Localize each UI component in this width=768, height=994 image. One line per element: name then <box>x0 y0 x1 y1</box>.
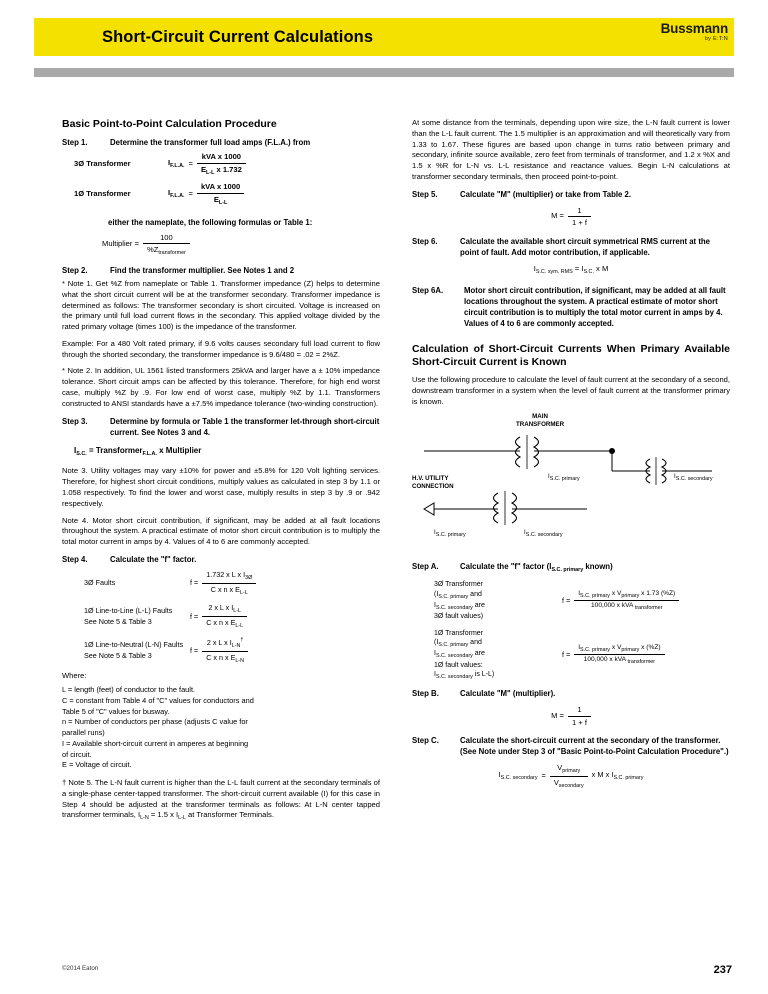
left-heading: Basic Point-to-Point Calculation Procedure <box>62 118 277 130</box>
f-row-ll-sub: See Note 5 & Table 3 <box>84 616 152 626</box>
note-5-sub1: L-N <box>140 815 149 822</box>
f-ll-num-sub: L-L <box>233 608 242 615</box>
formula-3ph-den: E <box>200 164 207 174</box>
formula-1ph-den-sub: L-L <box>218 199 228 206</box>
f-factor-3ph-known <box>412 580 730 621</box>
step-1-number: Step 1. <box>62 138 88 148</box>
ffb-line5 <box>434 670 562 681</box>
fla-subscript: F.L.A. <box>170 162 185 169</box>
note-4: Note 4. Motor short circuit contribution, if significant, may be added at all fault locations throughout the system. A practical estimate of motor short circuit contribution is to multiply the total motor current in amps by 4. Values of 4 to 6 are commonly accepted. <box>62 515 380 547</box>
where-item-C2: Table 5 of "C" values for busway. <box>62 706 170 716</box>
f-row-ln-label: 1Ø Line-to-Neutral (L-N) Faults <box>84 640 184 650</box>
formula-3ph-fla: 3Ø Transformer $I_{F.L.A.}$ = $\frac{\text{kVA x 1000}}{E_{L-L} x 1.732}$ <box>62 152 380 176</box>
ffb-num-b: x V <box>610 643 622 651</box>
step-5 <box>412 189 730 200</box>
f-row-ll: 1Ø Line-to-Line (L-L) Faults See Note 5 & Table 3 f = $\frac{2 x L x I_{L-L}}{C x n x E_{L-L}}$ <box>62 603 380 630</box>
ffa-num-b-sub: primary <box>621 592 640 599</box>
where-item-C: C = constant from Table 4 of "C" values for conductors and <box>62 695 254 705</box>
ffb-den-a-sub: transformer <box>627 659 656 666</box>
step6-rest: = I <box>572 263 584 273</box>
formula-1ph-fla: 1Ø Transformer $I_{F.L.A.}$ = $\frac{\text{kVA x 1000}}{E_{L-L}}$ <box>62 182 380 206</box>
step-5-number: Step 5. <box>412 189 438 199</box>
copyright-notice: ©2014 Eaton <box>62 965 99 972</box>
stepc-tail-sub: S.C. primary <box>613 775 644 782</box>
f-row-ln-sub: See Note 5 & Table 3 <box>84 650 152 660</box>
ffa-den-a: 100,000 x kVA <box>591 602 635 610</box>
ffb-line2 <box>434 638 562 649</box>
isc-primary-sub-1: S.C. primary <box>549 476 580 483</box>
brand-subtitle: by E:T:N <box>704 35 728 42</box>
ffb-l3a-sub: S.C. secondary <box>435 653 473 660</box>
ffa-line1: 3Ø Transformer <box>434 581 484 589</box>
ffb-l3a: I <box>434 650 436 658</box>
step-6a-text: Motor short circuit contribution, if significant, may be added at all fault locations throughout the system. A practical estimate of motor short circuit contribution is to multiply the total motor current in amps by 4. Values of 4 to 6 are commonly accepted. <box>464 285 726 328</box>
f-ln-num-sub: L-N <box>231 642 241 649</box>
multiplier-den: %Z <box>146 245 159 255</box>
step-a-pre: Calculate the "f" factor (I <box>460 562 552 572</box>
diagram-label-isc-secondary-1 <box>674 473 713 482</box>
fla-symbol-2: I <box>168 188 171 198</box>
stepc-tail: x M x I <box>591 770 614 780</box>
formula-3ph-label: 3Ø Transformer <box>74 158 131 168</box>
where-item-I2: of circuit. <box>62 749 92 759</box>
ffa-line2 <box>434 590 562 601</box>
ffa-line4: 3Ø fault values) <box>434 613 484 621</box>
isc-secondary-sym-2: I <box>524 529 526 537</box>
formula-3ph-numerator: kVA x 1000 <box>197 152 246 163</box>
step-2-text: Find the transformer multiplier. See Notes 1 and 2 <box>110 265 295 275</box>
page-header <box>34 18 734 56</box>
step-6a <box>412 285 730 329</box>
isc-primary-sym-1: I <box>548 473 550 481</box>
ffb-den-a: 100,000 x kVA <box>583 656 628 664</box>
f-factor-1ph-label <box>412 629 562 682</box>
ffb-l2b: and <box>468 638 482 646</box>
ffb-num-c: x (%Z) <box>639 643 661 651</box>
left-column <box>62 118 380 829</box>
f-3ph-num: 1.732 x L x I <box>206 569 246 579</box>
note-5-mid: = 1.5 x I <box>148 810 179 820</box>
step-6a-number: Step 6A. <box>412 285 444 295</box>
step-b-formula <box>412 705 730 727</box>
ffa-line3 <box>434 601 562 612</box>
f-row-3ph-label: 3Ø Faults <box>84 578 116 588</box>
stepb-m-label: M = <box>551 710 564 720</box>
system-one-line-diagram <box>412 413 730 555</box>
multiplier-formula <box>102 233 380 257</box>
page-number: 237 <box>713 964 732 976</box>
f-ln-num-sup: † <box>240 636 244 643</box>
isc-subscript: S.C. <box>76 450 87 457</box>
step-4 <box>62 554 380 565</box>
right-intro-2: Use the following procedure to calculate the level of fault current at the secondary of a second, downstream transformer in a system when the level of fault current at the transformer primary is known. <box>412 375 730 406</box>
formula-1ph-numerator: kVA x 1000 <box>197 182 244 193</box>
ffb-l5a-sub: S.C. secondary <box>435 674 473 680</box>
ffa-eq: f = <box>562 595 571 605</box>
fla-symbol: I <box>168 157 171 167</box>
step-6 <box>412 236 730 258</box>
diagram-label-isc-primary-1 <box>548 473 580 482</box>
f-row-ln: 1Ø Line-to-Neutral (L-N) Faults See Note 5 & Table 3 f = $\frac{2 x L x I_{L-N}^\dagger}{C x n x E_{L-N}}$ <box>62 637 380 665</box>
ffb-num-b-sub: primary <box>621 646 640 653</box>
note-5-post: at Transformer Terminals. <box>185 810 274 820</box>
ffa-num-b: x V <box>610 589 622 597</box>
f-ln-den-sub: L-N <box>235 657 245 664</box>
main-transformer-line2: TRANSFORMER <box>516 420 565 428</box>
either-nameplate-line: either the nameplate, the following formulas or Table 1: <box>108 217 313 227</box>
stepc-lhs-sub: S.C. secondary <box>500 775 538 782</box>
ffb-l5b: is L-L) <box>472 671 495 678</box>
fla-subscript-2: F.L.A. <box>170 193 185 200</box>
right-column <box>412 118 730 798</box>
multiplier-den-sub: transformer <box>158 250 186 257</box>
stepc-den-sub: secondary <box>558 783 584 790</box>
m-numerator: 1 <box>568 206 591 217</box>
step-3-number: Step 3. <box>62 416 88 426</box>
where-item-L: L = length (feet) of conductor to the fault. <box>62 685 196 695</box>
step6-subscript: S.C. sym. RMS <box>535 268 573 275</box>
right-heading: Calculation of Short-Circuit Currents When Primary Available Short-Circuit Current is Known <box>412 342 730 369</box>
isc-rest: = Transformer <box>86 445 143 455</box>
note-5-sub2: L-L <box>178 815 186 822</box>
f-row-3ph: 3Ø Faults f = $\frac{1.732 x L x I_{3Ø}}{C x n x E_{L-L}}$ <box>62 570 380 597</box>
step-b <box>412 688 730 699</box>
step-b-text: Calculate "M" (multiplier). <box>460 689 556 699</box>
step-6-number: Step 6. <box>412 236 438 246</box>
f-3ph-den-sub: L-L <box>239 589 248 596</box>
ffa-l3a-sub: S.C. secondary <box>435 604 473 611</box>
ffa-l3a: I <box>434 601 436 609</box>
m-multiplier-formula <box>412 206 730 228</box>
isc-symbol: I <box>74 445 77 455</box>
step-2 <box>62 265 380 276</box>
where-list <box>62 685 380 771</box>
formula-3ph-den-rest: x 1.732 <box>214 164 242 174</box>
ffb-l2a-sub: S.C. primary <box>438 641 469 648</box>
isc-primary-sym-2: I <box>434 529 436 537</box>
note-1: * Note 1. Get %Z from nameplate or Table 1. Transformer impedance (Z) helps to determine what the short circuit current will be at the transformer secondary. Transformer impedance is determined as follows: The transformer secondary is short circuited. Voltage is increased on the primary until full load current flows in the secondary. This applied voltage divided by the rated primary voltage (times 100) is the impedance of the transformer. <box>62 279 380 332</box>
header-rule <box>34 68 734 77</box>
isc-formula <box>74 445 380 459</box>
step-a-sub: S.C. primary <box>551 567 584 574</box>
where-item-n2: parallel runs) <box>62 728 105 738</box>
f-factor-3ph-label <box>412 580 562 621</box>
step6-subscript-2: S.C. <box>583 268 594 275</box>
ffb-eq: f = <box>562 649 571 659</box>
step-6-text: Calculate the available short circuit symmetrical RMS current at the point of fault. Add motor contribution, if applicable. <box>460 236 711 257</box>
f-3ph-den: C x n x E <box>210 584 240 594</box>
isc-secondary-sym-1: I <box>674 473 676 481</box>
step-b-number: Step B. <box>412 689 439 699</box>
hv-utility-line1: H.V. UTILITY <box>412 475 449 483</box>
ffb-num-a: I <box>578 643 581 651</box>
ffb-line3 <box>434 649 562 660</box>
brand-logo <box>661 22 728 42</box>
step-c <box>412 735 730 757</box>
diagram-label-isc-secondary-2 <box>524 529 563 538</box>
stepc-lhs: I <box>498 770 501 780</box>
step-1-text: Determine the transformer full load amps (F.L.A.) from <box>110 138 311 148</box>
ffa-l3b: are <box>472 601 485 609</box>
step-2-number: Step 2. <box>62 265 88 275</box>
ffb-line1: 1Ø Transformer <box>434 629 484 637</box>
page-title: Short-Circuit Current Calculations <box>102 27 374 46</box>
ffa-l2a: (I <box>434 590 439 598</box>
f-ll-den: C x n x E <box>206 618 236 628</box>
ffa-l2a-sub: S.C. primary <box>438 593 469 600</box>
step6-formula <box>412 264 730 277</box>
step-c-formula <box>412 763 730 790</box>
isc-tail: x Multiplier <box>156 445 202 455</box>
f-ln-den: C x n x E <box>206 652 236 662</box>
multiplier-label: Multiplier = <box>102 239 139 249</box>
formula-1ph-label: 1Ø Transformer <box>74 189 131 199</box>
note-2: * Note 2. In addition, UL 1561 listed transformers 25kVA and larger have a ± 10% impedance tolerance. Short circuit amps can be affected by this tolerance. Therefore, for high end worst case, multiply %Z by .9. For low end of worst case, multiply %Z by 1.1. Transformers constructed to ANSI standards have a ±7.5% impedance tolerance (two-winding construction). <box>62 366 380 408</box>
ffb-line4: 1Ø fault values: <box>434 661 483 669</box>
stepc-den: V <box>553 778 559 788</box>
isc-secondary-sub-2: S.C. secondary <box>525 532 563 539</box>
ffa-den-a-sub: transformer <box>634 605 663 612</box>
step-5-text: Calculate "M" (multiplier) or take from Table 2. <box>460 189 632 199</box>
step-a-post: known) <box>583 562 613 572</box>
multiplier-numerator: 100 <box>143 233 190 244</box>
f-3ph-num-sub: 3Ø <box>245 574 253 581</box>
ffa-num-a-sub: S.C. primary <box>580 592 610 599</box>
isc-secondary-sub-1: S.C. secondary <box>675 476 713 483</box>
formula-1ph-den: E <box>213 194 219 204</box>
hv-utility-line2: CONNECTION <box>412 482 454 490</box>
stepc-eq: = <box>541 771 546 781</box>
main-transformer-line1: MAIN <box>532 413 548 421</box>
f-row-ll-label: 1Ø Line-to-Line (L-L) Faults <box>84 606 173 616</box>
diagram-hv-utility-label <box>412 475 454 490</box>
step-a-number: Step A. <box>412 562 439 572</box>
isc-primary-sub-2: S.C. primary <box>435 532 466 539</box>
note-5-pre: † Note 5. The L-N fault current is higher than the L-L fault current at the secondary terminals of a single-phase center-tapped transformer. The short-circuit current available (I) for this case in Step 4 should be adjusted at the transformer terminals as follows: At L-N center tapped transformer terminals, I <box>62 778 380 820</box>
step-1 <box>62 137 380 148</box>
m-denominator: 1 + f <box>571 218 587 228</box>
ffb-num-a-sub: S.C. primary <box>580 646 610 653</box>
where-item-n: n = Number of conductors per phase (adjusts C value for <box>62 717 248 727</box>
m-label: M = <box>551 211 564 221</box>
ffb-l3b: are <box>472 650 485 658</box>
ffb-l2a: (I <box>434 638 439 646</box>
ffa-num-c: x 1.73 (%Z) <box>639 589 676 597</box>
step-a <box>412 561 730 575</box>
stepc-num: V <box>557 763 563 773</box>
f-ll-den-sub: L-L <box>235 623 244 630</box>
example-text: Example: For a 480 Volt rated primary, if 9.6 volts causes secondary full load current to flow through the shorted secondary, the transformer impedance is 9.6/480 = .02 = 2%Z. <box>62 338 380 359</box>
where-label: Where: <box>62 671 87 681</box>
ffa-l2b: and <box>468 590 482 598</box>
diagram-main-transformer-label <box>516 413 564 428</box>
step-c-number: Step C. <box>412 736 439 746</box>
note-3: Note 3. Utility voltages may vary ±10% for power and ±5.8% for 120 Volt lighting services. Therefore, for highest short circuit conditions, multiply values as calculated in step 3 by 1.1 or 1.058 respectively. To find the lower and worst case, multiply results in step 3 by .9 or .942 respectively. <box>62 466 380 508</box>
stepc-num-sub: primary <box>562 768 581 775</box>
step6-symbol: I <box>533 263 536 273</box>
stepb-m-num: 1 <box>568 705 591 716</box>
step6-tail: x M <box>593 263 609 273</box>
brand-name: Bussmann <box>660 21 728 36</box>
stepb-m-den: 1 + f <box>571 717 587 727</box>
f-ln-num: 2 x L x I <box>206 637 232 647</box>
diagram-label-isc-primary-2 <box>434 529 466 538</box>
formula-3ph-den-sub: L-L <box>206 169 215 176</box>
step-4-number: Step 4. <box>62 554 88 564</box>
note-5 <box>62 778 380 823</box>
step-3 <box>62 416 380 438</box>
ffb-l5a: I <box>434 671 436 678</box>
step-3-text: Determine by formula or Table 1 the transformer let-through short-circuit current. See Notes 3 and 4. <box>110 416 380 437</box>
isc-rest-sub: F.L.A. <box>142 450 157 457</box>
where-item-I: I = Available short-circuit current in amperes at beginning <box>62 738 249 748</box>
step-4-text: Calculate the "f" factor. <box>110 554 197 564</box>
where-item-E: E = Voltage of circuit. <box>62 760 132 770</box>
right-intro: At some distance from the terminals, depending upon wire size, the L-N fault current is lower than the L-L fault current. The 1.5 multiplier is an approximation and will theoretically vary from 1.33 to 1.67. These figures are based upon change in turns ratio between primary and secondary, infinite source available, zero feet from terminals of transformer, and 1.2 x %X and 1.5 x %R for L-N vs. L-L resistance and reactance values. Begin L-N calculations at transformer secondary terminals, then proceed point-to-point. <box>412 118 730 181</box>
f-ll-num: 2 x L x I <box>208 603 234 613</box>
ffa-num-a: I <box>578 589 581 597</box>
step-c-text: Calculate the short-circuit current at the secondary of the transformer. (See Note under Step 3 of "Basic Point-to-Point Calculation Procedure".) <box>460 736 729 757</box>
step-a-text <box>460 561 730 575</box>
f-factor-1ph-known <box>412 629 730 682</box>
